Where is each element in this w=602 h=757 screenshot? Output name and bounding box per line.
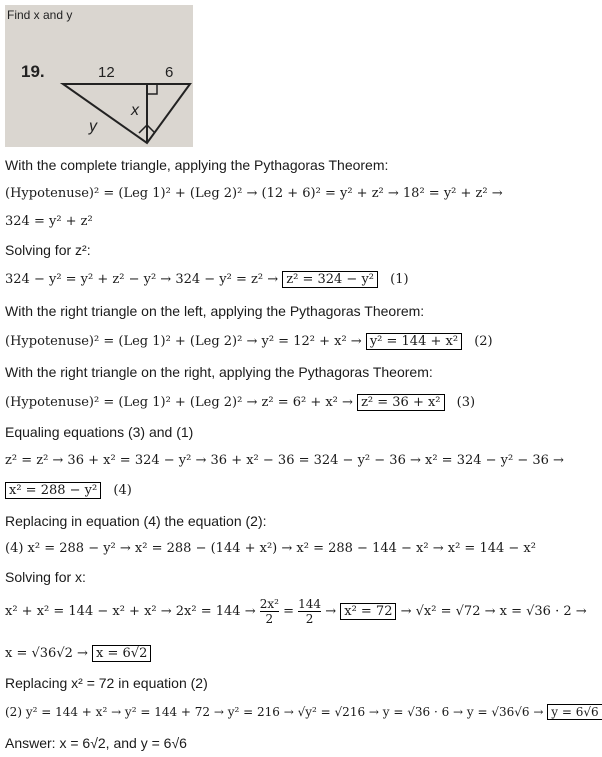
problem-number: 19. [21, 62, 45, 81]
label-y: y [89, 118, 97, 135]
photo-title: Find x and y [7, 8, 73, 22]
label-6: 6 [165, 64, 174, 81]
eq3-number: (3) [456, 395, 476, 410]
eq16-text: x² + x² = 144 − x² + x² → 2x² = 144 → [5, 604, 256, 619]
fraction-denominator-2: 2 [305, 612, 314, 626]
x-squared-boxed-result: x² = 72 [340, 603, 396, 620]
x-boxed-result: x = 6√2 [92, 645, 151, 662]
eq5-text: 324 − y² = y² + z² − y² → 324 − y² = z² → [5, 272, 279, 287]
text-line-4: Solving for z²: [5, 242, 91, 258]
equation-line-17 [5, 646, 151, 661]
equals-sign: = [283, 604, 294, 619]
eq2-boxed-result: y² = 144 + x² [366, 333, 462, 350]
equation-line-16 [5, 597, 587, 626]
text-line-15: Solving for x: [5, 569, 86, 585]
equation-line-2: (Hypotenuse)² = (Leg 1)² + (Leg 2)² → (12 + 6)² = y² + z² → 18² = y² + z² → [5, 186, 503, 201]
fraction-2x2-over-2 [260, 597, 279, 626]
text-line-8: With the right triangle on the right, applying the Pythagoras Theorem: [5, 364, 433, 380]
equation-line-14: (4) x² = 288 − y² → x² = 288 − (144 + x²) → x² = 288 − 144 − x² → x² = 144 − x² [5, 541, 536, 556]
eq16-tail: → √x² = √72 → x = √36 · 2 → [400, 604, 587, 619]
eq19-text: (2) y² = 144 + x² → y² = 144 + 72 → y² = 216 → √y² = √216 → y = √36 · 6 → y = √36√6 → [5, 705, 544, 719]
equation-line-11: z² = z² → 36 + x² = 324 − y² → 36 + x² − 36 = 324 − y² − 36 → x² = 324 − y² − 36 → [5, 453, 564, 468]
eq7-text: (Hypotenuse)² = (Leg 1)² + (Leg 2)² → y² = 12² + x² → [5, 334, 362, 349]
text-line-6: With the right triangle on the left, applying the Pythagoras Theorem: [5, 303, 425, 319]
fraction-144-over-2 [298, 597, 321, 626]
text-line-10: Equaling equations (3) and (1) [5, 424, 194, 440]
equation-line-19 [5, 705, 602, 719]
equation-line-7 [5, 334, 493, 349]
answer-line: Answer: x = 6√2, and y = 6√6 [5, 735, 187, 751]
eq4-number: (4) [113, 483, 132, 498]
eq2-number: (2) [474, 334, 493, 349]
text-line-18: Replacing x² = 72 in equation (2) [5, 675, 208, 691]
text-line-13: Replacing in equation (4) the equation (2): [5, 513, 267, 529]
fraction-numerator: 2x² [259, 597, 279, 611]
eq3-boxed-result: z² = 36 + x² [357, 394, 444, 411]
eq4-boxed-result: x² = 288 − y² [5, 482, 101, 499]
equation-line-12 [5, 483, 132, 498]
equation-line-5 [5, 272, 409, 287]
eq1-boxed-result: z² = 324 − y² [282, 271, 378, 288]
y-boxed-result: y = 6√6 [547, 704, 602, 720]
triangle-figure [5, 5, 193, 147]
equation-line-3: 324 = y² + z² [5, 214, 93, 229]
fraction-denominator: 2 [265, 612, 274, 626]
equation-line-9 [5, 395, 475, 410]
eq17-text: x = √36√2 → [5, 646, 88, 661]
fraction-numerator-144: 144 [298, 597, 322, 611]
label-12: 12 [98, 64, 115, 81]
arrow: → [325, 604, 337, 619]
eq9-text: (Hypotenuse)² = (Leg 1)² + (Leg 2)² → z² = 6² + x² → [5, 395, 353, 410]
problem-photo [5, 5, 193, 147]
text-line-1: With the complete triangle, applying the Pythagoras Theorem: [5, 157, 389, 173]
eq1-number: (1) [390, 272, 409, 287]
label-x: x [131, 102, 139, 119]
